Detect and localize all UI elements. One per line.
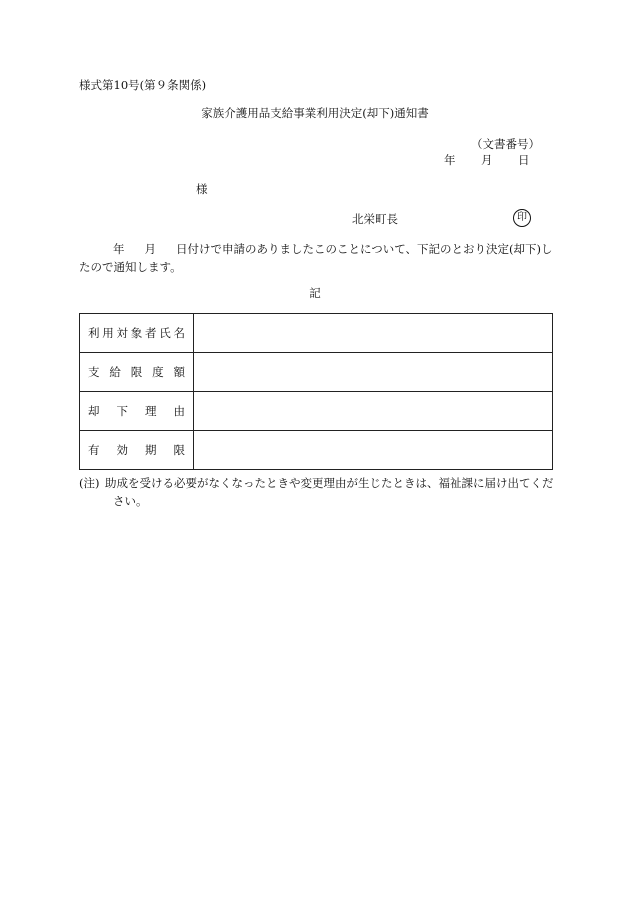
footnote bbox=[79, 474, 559, 510]
row-label-rejection-reason: 却下理由 bbox=[80, 392, 194, 431]
body-year: 年 bbox=[113, 242, 125, 256]
date-day: 日 bbox=[518, 153, 530, 167]
body-month: 月 bbox=[144, 242, 156, 256]
row-value-recipient-name bbox=[194, 314, 553, 353]
form-number: 様式第10号(第９条関係) bbox=[79, 78, 207, 92]
date-year: 年 bbox=[444, 153, 456, 167]
row-label-limit-amount: 支給限度額 bbox=[80, 353, 194, 392]
footnote-text: 助成を受ける必要がなくなったときや変更理由が生じたときは、福祉課に届け出てください。 bbox=[105, 476, 554, 508]
document-title: 家族介護用品支給事業利用決定(却下)通知書 bbox=[201, 106, 429, 120]
body-text: 日付けで申請のありましたこのことについて、下記のとおり決定(却下)したので通知します。 bbox=[79, 242, 553, 274]
table-row bbox=[80, 353, 553, 392]
footnote-mark: (注) bbox=[79, 476, 100, 490]
row-value-rejection-reason bbox=[194, 392, 553, 431]
table-row bbox=[80, 392, 553, 431]
date-line bbox=[444, 154, 530, 168]
document-number-label: （文書番号） bbox=[471, 137, 540, 151]
notice-body bbox=[79, 240, 553, 276]
info-table bbox=[79, 313, 553, 470]
table-row bbox=[80, 314, 553, 353]
date-month: 月 bbox=[481, 153, 493, 167]
row-label-valid-period: 有効期限 bbox=[80, 431, 194, 470]
addressee-suffix: 様 bbox=[196, 182, 208, 196]
seal-mark: 印 bbox=[513, 209, 531, 227]
ki-heading: 記 bbox=[309, 286, 321, 300]
row-value-valid-period bbox=[194, 431, 553, 470]
row-value-limit-amount bbox=[194, 353, 553, 392]
issuer-name: 北栄町長 bbox=[352, 212, 398, 226]
row-label-recipient-name: 利用対象者氏名 bbox=[80, 314, 194, 353]
table-row bbox=[80, 431, 553, 470]
